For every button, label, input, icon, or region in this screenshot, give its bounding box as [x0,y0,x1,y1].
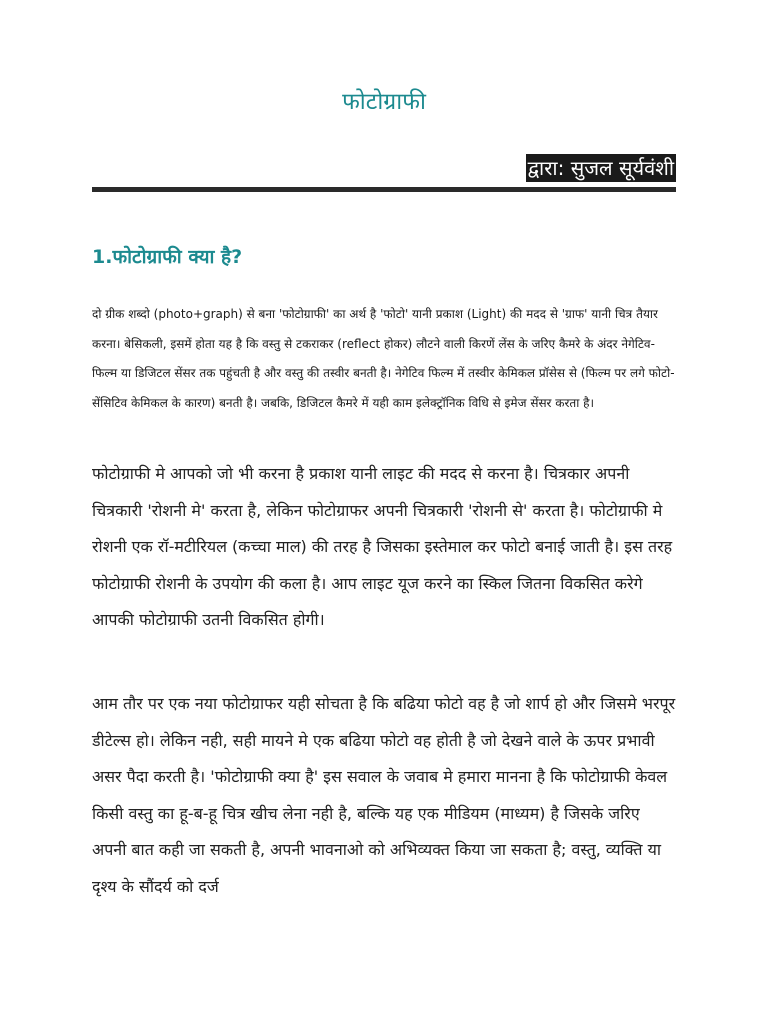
body-paragraph-1: फोटोग्राफी मे आपको जो भी करना है प्रकाश यानी लाइट की मदद से करना है। चित्रकार अपनी चित्रकारी 'रोशनी मे' करता है, लेकिन फोटोग्राफर अपनी चित्रकारी 'रोशनी से' करता है। फोटोग्राफी मे रोशनी एक रॉ-मटीरियल (कच्चा माल) की तरह है जिसका इस्तेमाल कर फोटो बनाई जाती है। इस तरह फोटोग्राफी रोशनी के उपयोग की कला है। आप लाइट यूज करने का स्किल जितना विकसित करेगे आपकी फोटोग्राफी उतनी विकसित होगी। [92,464,673,629]
body-paragraph-2: आम तौर पर एक नया फोटोग्राफर यही सोचता है कि बढिया फोटो वह है जो शार्प हो और जिसमे भरपूर डीटेल्स हो। लेकिन नही, सही मायने मे एक बढिया फोटो वह होती है जो देखने वाले के ऊपर प्रभावी असर पैदा करती है। 'फोटोग्राफी क्या है' इस सवाल के जवाब मे हमारा मानना है कि फोटोग्राफी केवल किसी वस्तु का हू-ब-हू चित्र खीच लेना नही है, बल्कि यह एक मीडियम (माध्यम) है जिसके जरिए अपनी बात कही जा सकती है, अपनी भावनाओ को अभिव्यक्त किया जा सकता है; वस्तु, व्यक्ति या दृश्य के सौंदर्य को दर्ज [92,694,676,896]
author-name: द्वारा: सुजल सूर्यवंशी [527,156,674,180]
intro-paragraph: दो ग्रीक शब्दो (photo+graph) से बना 'फोटोग्राफी' का अर्थ है 'फोटो' यानी प्रकाश (Light) की मदद से 'ग्राफ' यानी चित्र तैयार करना। बेसिकली, इसमें होता यह है कि वस्तु से टकराकर (reflect होकर) लौटने वाली किरणें लेंस के जरिए कैमरे के अंदर नेगेटिव-फिल्म या डिजिटल सेंसर तक पहुंचती है और वस्तु की तस्वीर बनती है। नेगेटिव फिल्म में तस्वीर केमिकल प्रॉसेस से (फिल्म पर लगे फोटो-सेंसिटिव केमिकल के कारण) बनती है। जबकि, डिजिटल कैमरे में यही काम इलेक्ट्रॉनिक विधि से इमेज सेंसर करता है। [92,307,675,410]
author-line [526,154,676,182]
document-title: फोटोग्राफी [342,89,426,115]
section-heading: 1.फोटोग्राफी क्या है? [92,246,243,268]
horizontal-divider [92,187,676,192]
